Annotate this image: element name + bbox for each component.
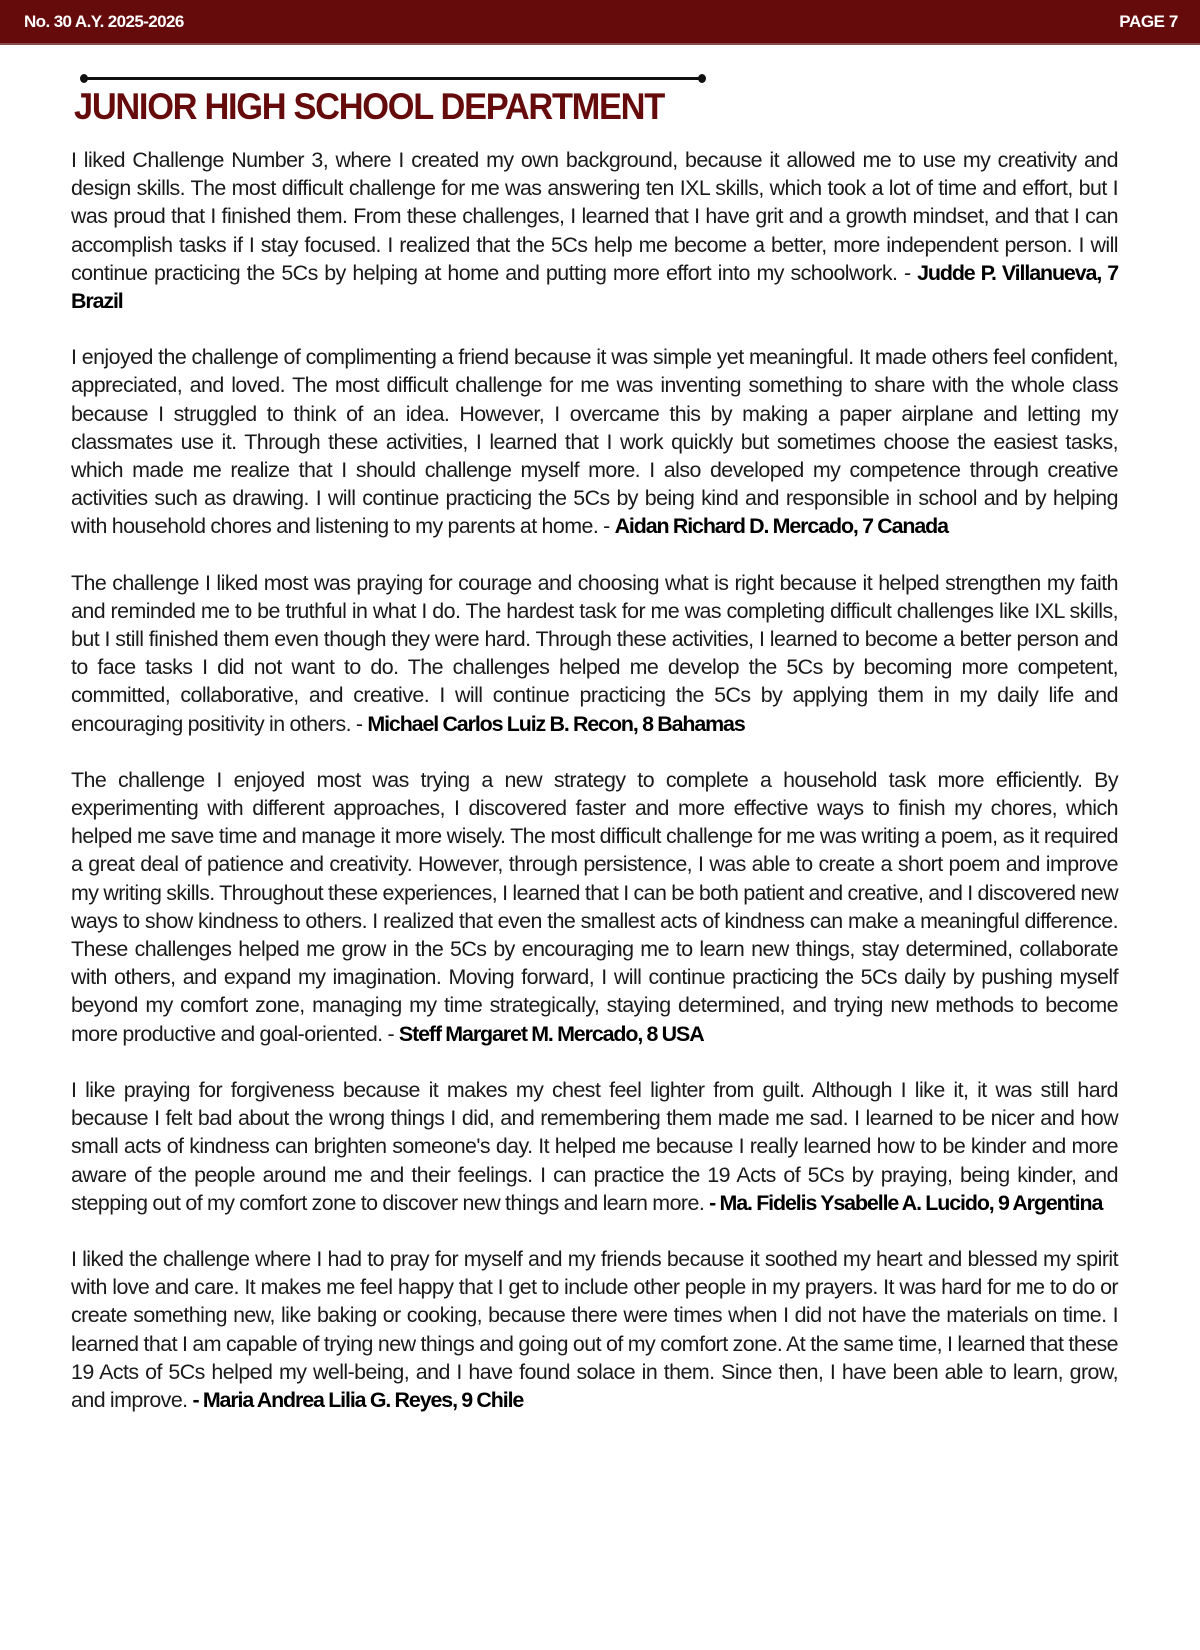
testimonial-author: Michael Carlos Luiz B. Recon, 8 Bahamas [367,711,745,736]
testimonial-author: - Ma. Fidelis Ysabelle A. Lucido, 9 Argentina [709,1190,1103,1215]
testimonial-author: Steff Margaret M. Mercado, 8 USA [398,1021,704,1046]
testimonial-author: Aidan Richard D. Mercado, 7 Canada [614,514,948,539]
title-divider-line [84,77,702,80]
testimonial-paragraph [71,766,1118,1048]
testimonial-body: I liked the challenge where I had to pray for myself and my friends because it soothed my heart and blessed my spirit with love and care. It makes me feel happy that I get to include other people in my prayers. It was hard for me to do or create something new, like baking or cooking, because there were times when I did not have the materials on time. I learned that I am capable of trying new things and going out of my comfort zone. At the same time, I learned that these 19 Acts of 5Cs helped my well-being, and I have found solace in them. Since then, I have been able to learn, grow, and improve. [71,1246,1118,1412]
testimonial-paragraph [71,343,1118,540]
testimonial-body: The challenge I enjoyed most was trying a new strategy to complete a household task more efficiently. By experimenting with different approaches, I discovered faster and more effective ways to finish my chores, which helped me save time and manage it more wisely. The most difficult challenge for me was writing a poem, as it required a great deal of patience and creativity. However, through persistence, I was able to create a short poem and improve my writing skills. Throughout these experiences, I learned that I can be both patient and creative, and I discovered new ways to show kindness to others. I realized that even the smallest acts of kindness can make a meaningful difference. These challenges helped me grow in the 5Cs by encouraging me to learn new things, stay determined, collaborate with others, and expand my imagination. Moving forward, I will continue practicing the 5Cs daily by pushing myself beyond my comfort zone, managing my time strategically, staying determined, and trying new methods to become more productive and goal-oriented. - [71,767,1118,1046]
testimonial-body: The challenge I liked most was praying for courage and choosing what is right because it helped strengthen my faith and reminded me to be truthful in what I do. The hardest task for me was completing difficult challenges like IXL skills, but I still finished them even though they were hard. Through these activities, I learned to become a better person and to face tasks I did not want to do. The challenges helped me develop the 5Cs by becoming more competent, committed, collaborative, and creative. I will continue practicing the 5Cs by applying them in my daily life and encouraging positivity in others. - [71,570,1118,736]
testimonial-paragraph [71,569,1118,738]
testimonial-author: - Maria Andrea Lilia G. Reyes, 9 Chile [192,1387,524,1412]
testimonial-paragraph [71,146,1118,315]
newsletter-header-bar [0,0,1200,45]
page-number: PAGE 7 [1119,12,1178,31]
divider-endpoint-icon [698,74,706,83]
testimonial-body: I liked Challenge Number 3, where I created my own background, because it allowed me to use my creativity and design skills. The most difficult challenge for me was answering ten IXL skills, which took a lot of time and effort, but I was proud that I finished them. From these challenges, I learned that I have grit and a growth mindset, and that I can accomplish tasks if I stay focused. I realized that the 5Cs help me become a better, more independent person. I will continue practicing the 5Cs by helping at home and putting more effort into my schoolwork. - [71,148,1118,285]
section-title: JUNIOR HIGH SCHOOL DEPARTMENT [74,86,664,127]
testimonial-paragraph [71,1076,1118,1217]
issue-label: No. 30 A.Y. 2025-2026 [24,12,184,31]
testimonial-author: Judde P. Villanueva, 7 Brazil [71,260,1118,314]
testimonials-column [71,146,1118,1442]
divider-endpoint-icon [80,74,88,83]
testimonial-body: I like praying for forgiveness because it makes my chest feel lighter from guilt. Although I like it, it was still hard because I felt bad about the wrong things I did, and remembering them made me sad. I learned to be nicer and how small acts of kindness can brighten someone's day. It helped me because I really learned how to be kinder and more aware of the people around me and their feelings. I can practice the 19 Acts of 5Cs by praying, being kinder, and stepping out of my comfort zone to discover new things and learn more. [71,1077,1118,1215]
testimonial-paragraph [71,1245,1118,1414]
testimonial-body: I enjoyed the challenge of complimenting a friend because it was simple yet meaningful. It made others feel confident, appreciated, and loved. The most difficult challenge for me was inventing something to share with the whole class because I struggled to think of an idea. However, I overcame this by making a paper airplane and letting my classmates use it. Through these activities, I learned that I work quickly but sometimes choose the easiest tasks, which made me realize that I should challenge myself more. I also developed my competence through creative activities such as drawing. I will continue practicing the 5Cs by being kind and responsible in school and by helping with household chores and listening to my parents at home. - [71,345,1118,539]
